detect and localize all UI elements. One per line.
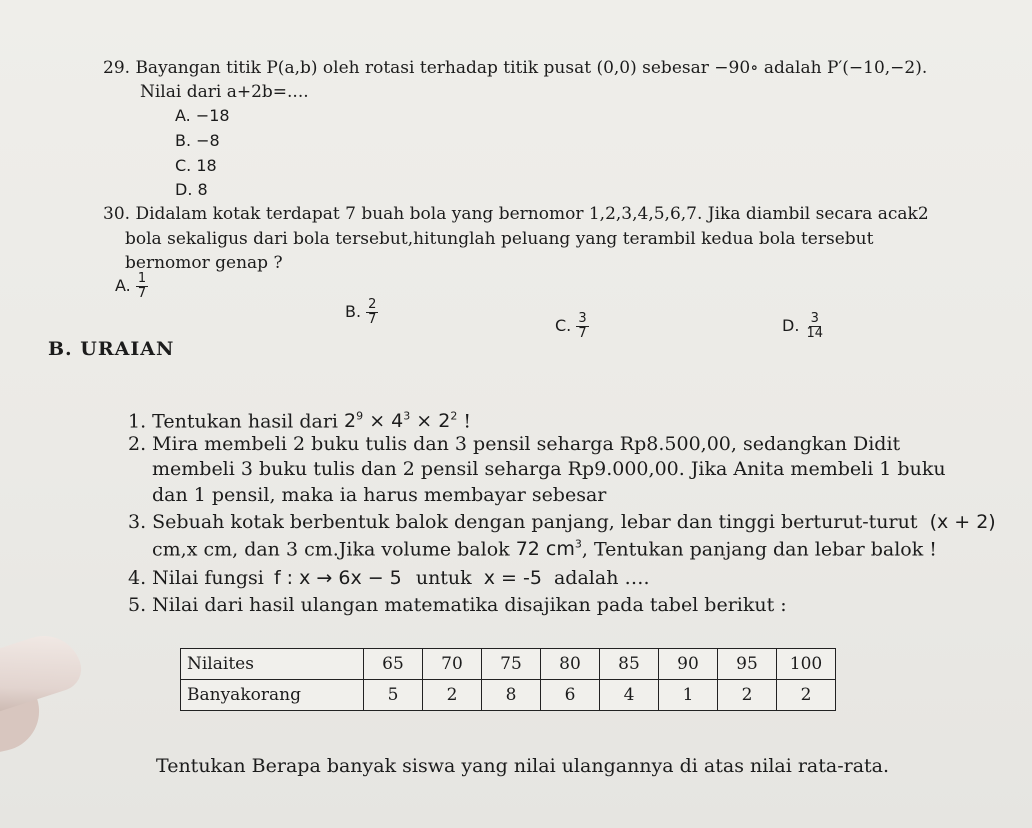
uraian-q5: 5. Nilai dari hasil ulangan matematika disajikan pada tabel berikut : (128, 594, 787, 616)
q30-line1: 30. Didalam kotak terdapat 7 buah bola yang bernomor 1,2,3,4,5,6,7. Jika diambil secara acak2 (103, 204, 929, 224)
uraian-q3-line1 (128, 511, 996, 533)
q4-text2: untuk (415, 567, 472, 589)
q29-option-d: D. 8 (175, 180, 208, 199)
table-cell: 2 (718, 680, 777, 711)
row-label-nilaites: Nilaites (181, 649, 364, 680)
denominator: 7 (578, 326, 587, 341)
q29-line1: 29. Bayangan titik P(a,b) oleh rotasi terhadap titik pusat (0,0) sebesar −90∘ adalah P′(−10,−2). (103, 58, 928, 78)
q30-option-c (555, 312, 589, 341)
table-cell: 2 (777, 680, 836, 711)
numerator: 1 (137, 271, 147, 286)
q3-text: 3. Sebuah kotak berbentuk balok dengan panjang, lebar dan tinggi berturut-turut (128, 511, 918, 533)
denominator: 14 (806, 326, 824, 341)
numerator: 3 (810, 311, 819, 326)
q1-base3: × 2 (416, 410, 451, 433)
fraction (576, 312, 588, 341)
q4-text3: adalah …. (553, 567, 650, 589)
q4-xvalue: x = -5 (483, 567, 542, 589)
table-cell: 90 (659, 649, 718, 680)
q30-option-d (782, 312, 825, 341)
q3-expression: (x + 2) (929, 511, 996, 533)
q1-expression (344, 410, 463, 432)
uraian-q4 (128, 567, 650, 589)
table-cell: 6 (541, 680, 600, 711)
q3-volume-exp: 3 (574, 538, 582, 551)
section-b-heading: B. URAIAN (48, 338, 175, 360)
fraction (136, 272, 148, 301)
uraian-q2-line2: membeli 3 buku tulis dan 2 pensil seharga Rp9.000,00. Jika Anita membeli 1 buku (152, 458, 946, 480)
fraction (805, 312, 826, 341)
numerator: 2 (368, 297, 377, 312)
table-cell: 80 (541, 649, 600, 680)
table-cell: 5 (364, 680, 423, 711)
q1-exp2: 3 (403, 410, 411, 423)
table-row (181, 680, 836, 711)
table-cell: 4 (600, 680, 659, 711)
numerator: 3 (578, 311, 587, 326)
fraction (366, 298, 378, 327)
uraian-q2-line1: 2. Mira membeli 2 buku tulis dan 3 pensil seharga Rp8.500,00, sedangkan Didit (128, 433, 901, 455)
option-letter: A. (115, 276, 131, 295)
score-table (180, 648, 836, 711)
option-letter: B. (345, 302, 362, 321)
row-label-banyakorang: Banyakorang (181, 680, 364, 711)
table-cell: 100 (777, 649, 836, 680)
q1-end: ! (463, 410, 472, 433)
q1-exp3: 2 (450, 410, 458, 423)
closing-question: Tentukan Berapa banyak siswa yang nilai ulangannya di atas nilai rata-rata. (156, 755, 890, 777)
table-cell: 75 (482, 649, 541, 680)
q1-text: 1. Tentukan hasil dari (128, 410, 338, 433)
q29-line2: Nilai dari a+2b=.... (140, 82, 309, 102)
q3-text3: , Tentukan panjang dan lebar balok ! (581, 538, 937, 561)
table-cell: 70 (423, 649, 482, 680)
table-row (181, 649, 836, 680)
q4-function: f : x → 6x − 5 (273, 567, 402, 589)
uraian-q1 (128, 410, 471, 432)
q1-base2: × 4 (369, 410, 404, 433)
uraian-q3-line2 (152, 538, 937, 560)
q30-option-b (345, 298, 378, 327)
q3-volume-value: 72 cm (515, 538, 575, 561)
q1-base1: 2 (344, 410, 357, 433)
q29-option-b: B. −8 (175, 131, 220, 150)
table-cell: 65 (364, 649, 423, 680)
q3-text2: cm,x cm, dan 3 cm.Jika volume balok (152, 538, 510, 561)
q29-option-a: A. −18 (175, 106, 230, 125)
q4-text: 4. Nilai fungsi (128, 567, 264, 589)
denominator: 7 (368, 312, 377, 327)
option-letter: C. (555, 316, 572, 335)
table-cell: 8 (482, 680, 541, 711)
q3-volume (516, 538, 582, 560)
q1-exp1: 9 (356, 410, 364, 423)
q30-line2: bola sekaligus dari bola tersebut,hitunglah peluang yang terambil kedua bola tersebut (125, 229, 874, 249)
option-letter: D. (782, 316, 800, 335)
table-cell: 2 (423, 680, 482, 711)
uraian-q2-line3: dan 1 pensil, maka ia harus membayar sebesar (152, 484, 607, 506)
table-cell: 95 (718, 649, 777, 680)
table-cell: 1 (659, 680, 718, 711)
table-cell: 85 (600, 649, 659, 680)
q30-line3: bernomor genap ? (125, 253, 283, 273)
q29-option-c: C. 18 (175, 156, 217, 175)
q30-option-a (115, 272, 148, 301)
denominator: 7 (137, 286, 147, 301)
